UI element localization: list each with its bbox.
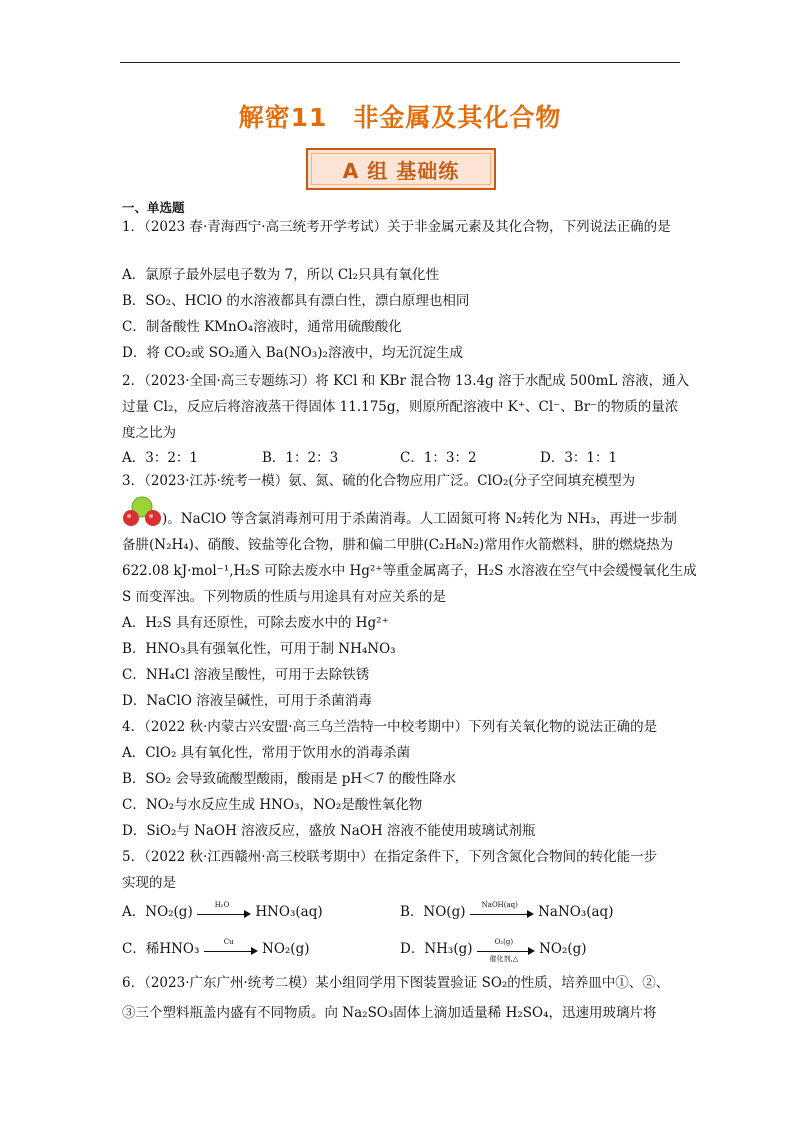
q3-option-d: D．NaClO 溶液呈碱性，可用于杀菌消毒 xyxy=(122,693,372,709)
q3-stem-line3: 备肼(N₂H₄)、硝酸、铵盐等化合物，肼和偏二甲肼(C₂H₈N₂)常用作火箭燃料，肼的燃烧热为 xyxy=(122,537,674,553)
q5-option-a xyxy=(122,900,323,920)
reaction-arrow-icon xyxy=(470,900,534,918)
q5-option-a-condition: H₂O xyxy=(214,900,230,909)
q5-option-b-product: NaNO₃(aq) xyxy=(538,904,614,920)
q5-option-c-reactant: HNO₃ xyxy=(159,941,200,957)
clo2-space-filling-model-icon xyxy=(120,496,164,528)
q2-stem-line2: 过量 Cl₂，反应后将溶液蒸干得固体 11.175g，则原所配溶液中 K⁺、Cl⁻、Br⁻的物质的量浓 xyxy=(122,399,679,415)
q3-stem-line5: S 而变浑浊。下列物质的性质与用途具有对应关系的是 xyxy=(122,589,447,605)
q2-option-b: B．1：2：3 xyxy=(262,450,339,466)
q3-stem-line2: )。NaClO 等含氯消毒剂可用于杀菌消毒。人工固氮可将 N₂转化为 NH₃，再进一步制 xyxy=(162,511,677,527)
q5-option-d-condition: O₂(g) xyxy=(494,937,514,946)
q5-option-b xyxy=(400,900,613,920)
group-badge-label: A 组 基础练 xyxy=(342,158,460,183)
q5-option-d-product: NO₂(g) xyxy=(539,941,587,957)
q2-stem-line1: 2．（2023·全国·高三专题练习）将 KCl 和 KBr 混合物 13.4g 溶于水配成 500mL 溶液，通入 xyxy=(122,373,690,389)
q3-option-c: C．NH₄Cl 溶液呈酸性，可用于去除铁锈 xyxy=(122,667,370,683)
q5-option-d-condition2: 催化剂,△ xyxy=(489,954,519,963)
q5-stem-line2: 实现的是 xyxy=(122,875,176,891)
q1-option-d: D．将 CO₂或 SO₂通入 Ba(NO₃)₂溶液中，均无沉淀生成 xyxy=(122,345,463,361)
q2-option-a: A．3：2：1 xyxy=(122,450,199,466)
q5-option-b-reactant: NO(g) xyxy=(423,904,466,920)
q2-option-c: C．1：3：2 xyxy=(400,450,477,466)
q2-stem-line3: 度之比为 xyxy=(122,425,176,441)
reaction-arrow-icon xyxy=(197,900,251,918)
q5-option-c-product: NO₂(g) xyxy=(262,941,310,957)
header-rule xyxy=(120,62,680,63)
q3-stem-line1: 3．（2023·江苏·统考一模）氨、氮、硫的化合物应用广泛。ClO₂(分子空间填充模型为 xyxy=(122,473,636,489)
q3-stem-line4: 622.08 kJ·mol⁻¹,H₂S 可除去废水中 Hg²⁺等重金属离子，H₂S 水溶液在空气中会缓慢氧化生成 xyxy=(122,563,697,579)
q5-option-c-label: C．稀 xyxy=(122,941,160,957)
q5-option-a-label: A． xyxy=(122,904,146,920)
q1-option-b: B．SO₂、HClO 的水溶液都具有漂白性，漂白原理也相同 xyxy=(122,293,470,309)
q5-option-d xyxy=(400,937,587,963)
q5-option-c-condition: Cu xyxy=(223,937,234,946)
q3-option-b: B．HNO₃具有强氧化性，可用于制 NH₄NO₃ xyxy=(122,641,396,657)
q2-option-d: D．3：1：1 xyxy=(540,450,618,466)
group-badge xyxy=(306,148,496,190)
q1-stem: 1．（2023 春·青海西宁·高三统考开学考试）关于非金属元素及其化合物，下列说法正确的是 xyxy=(122,219,671,235)
q5-option-b-condition: NaOH(aq) xyxy=(481,900,518,909)
section-heading: 一、单选题 xyxy=(122,200,185,215)
q5-option-a-reactant: NO₂(g) xyxy=(145,904,193,920)
page-title: 解密11 非金属及其化合物 xyxy=(238,103,562,132)
q3-option-a: A．H₂S 具有还原性，可除去废水中的 Hg²⁺ xyxy=(122,615,389,631)
q4-option-d: D．SiO₂与 NaOH 溶液反应，盛放 NaOH 溶液不能使用玻璃试剂瓶 xyxy=(122,823,536,839)
reaction-arrow-icon xyxy=(204,937,258,955)
q5-stem-line1: 5．（2022 秋·江西赣州·高三校联考期中）在指定条件下，下列含氮化合物间的转化能一步 xyxy=(122,849,658,865)
q5-option-b-label: B． xyxy=(400,904,424,920)
q5-option-a-product: HNO₃(aq) xyxy=(255,904,323,920)
q4-stem: 4．（2022 秋·内蒙古兴安盟·高三乌兰浩特一中校考期中）下列有关氧化物的说法正确的是 xyxy=(122,719,658,735)
q1-option-c: C．制备酸性 KMnO₄溶液时，通常用硫酸酸化 xyxy=(122,319,402,335)
q6-stem-line2: ③三个塑料瓶盖内盛有不同物质。向 Na₂SO₃固体上滴加适量稀 H₂SO₄，迅速用玻璃片将 xyxy=(122,1005,657,1021)
q1-option-a: A．氯原子最外层电子数为 7，所以 Cl₂只具有氧化性 xyxy=(122,267,439,283)
q4-option-a: A．ClO₂ 具有氧化性，常用于饮用水的消毒杀菌 xyxy=(122,745,411,761)
q6-stem-line1: 6．（2023·广东广州·统考二模）某小组同学用下图装置验证 SO₂的性质，培养皿中①、②、 xyxy=(122,975,670,991)
reaction-arrow-icon xyxy=(477,937,535,963)
q5-option-c xyxy=(122,937,309,957)
q5-option-d-reactant: NH₃(g) xyxy=(424,941,473,957)
q4-option-c: C．NO₂与水反应生成 HNO₃，NO₂是酸性氧化物 xyxy=(122,797,423,813)
q5-option-d-label: D． xyxy=(400,941,425,957)
q4-option-b: B．SO₂ 会导致硫酸型酸雨，酸雨是 pH＜7 的酸性降水 xyxy=(122,771,457,787)
